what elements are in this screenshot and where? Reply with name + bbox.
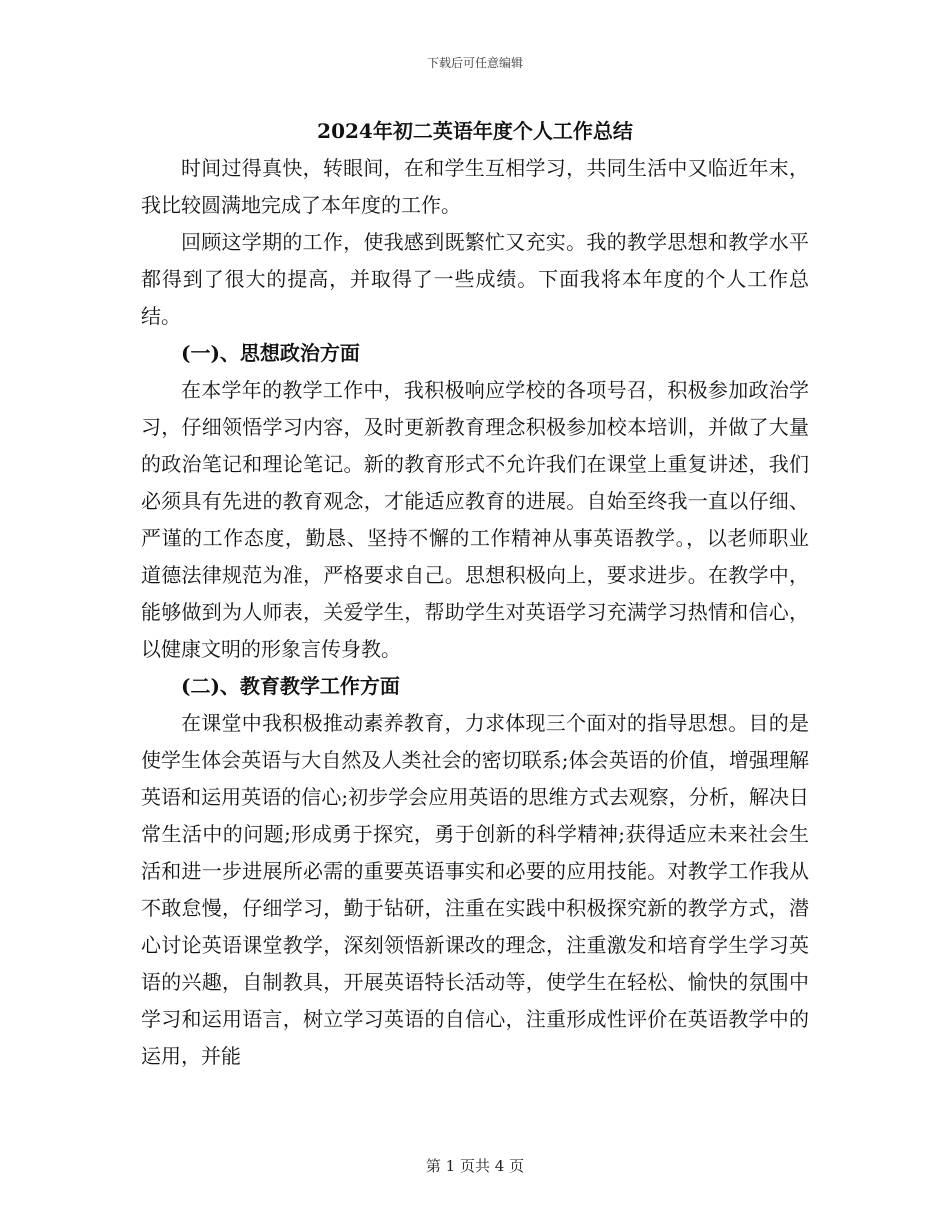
section-heading-ideology: (一)、思想政治方面 bbox=[181, 341, 360, 365]
section-body-ideology: 在本学年的教学工作中，我积极响应学校的各项号召，积极参加政治学习，仔细领悟学习内容，及时更新教育理念积极参加校本培训，并做了大量的政治笔记和理论笔记。新的教育形式不允许我们在课堂上重复讲述，我们必须具有先进的教育观念，才能适应教育的进展。自始至终我一直以仔细、严谨的工作态度，勤恳、坚持不懈的工作精神从事英语教学。，以老师职业道德法律规范为准，严格要求自己。思想积极向上，要求进步。在教学中，能够做到为人师表，关爱学生，帮助学生对英语学习充满学习热情和信心，以健康文明的形象言传身教。 bbox=[141, 378, 809, 661]
page-number-footer: 第 1 页共 4 页 bbox=[425, 1157, 525, 1175]
section-body-teaching: 在课堂中我积极推动素养教育，力求体现三个面对的指导思想。目的是使学生体会英语与大自然及人类社会的密切联系;体会英语的价值，增强理解英语和运用英语的信心;初步学会应用英语的思维方式去观察，分析，解决日常生活中的问题;形成勇于探究，勇于创新的科学精神;获得适应未来社会生活和进一步进展所必需的重要英语事实和必要的应用技能。对教学工作我从不敢怠慢，仔细学习，勤于钻研，注重在实践中积极探究新的教学方式，潜心讨论英语课堂教学，深刻领悟新课改的理念，注重激发和培育学生学习英语的兴趣，自制教具，开展英语特长活动等，使学生在轻松、愉快的氛围中学习和运用语言，树立学习英语的自信心，注重形成性评价在英语教学中的运用，并能 bbox=[141, 711, 809, 1068]
section-heading-teaching: (二)、教育教学工作方面 bbox=[181, 674, 400, 698]
intro-paragraph-2: 回顾这学期的工作，使我感到既繁忙又充实。我的教学思想和教学水平都得到了很大的提高，并取得了一些成绩。下面我将本年度的个人工作总结。 bbox=[141, 230, 809, 328]
document-body bbox=[141, 112, 809, 1075]
header-note: 下载后可任意编辑 bbox=[426, 56, 523, 70]
intro-paragraph-1: 时间过得真快，转眼间，在和学生互相学习，共同生活中又临近年末，我比较圆满地完成了本年度的工作。 bbox=[141, 156, 809, 217]
document-title: 2024年初二英语年度个人工作总结 bbox=[317, 119, 633, 143]
